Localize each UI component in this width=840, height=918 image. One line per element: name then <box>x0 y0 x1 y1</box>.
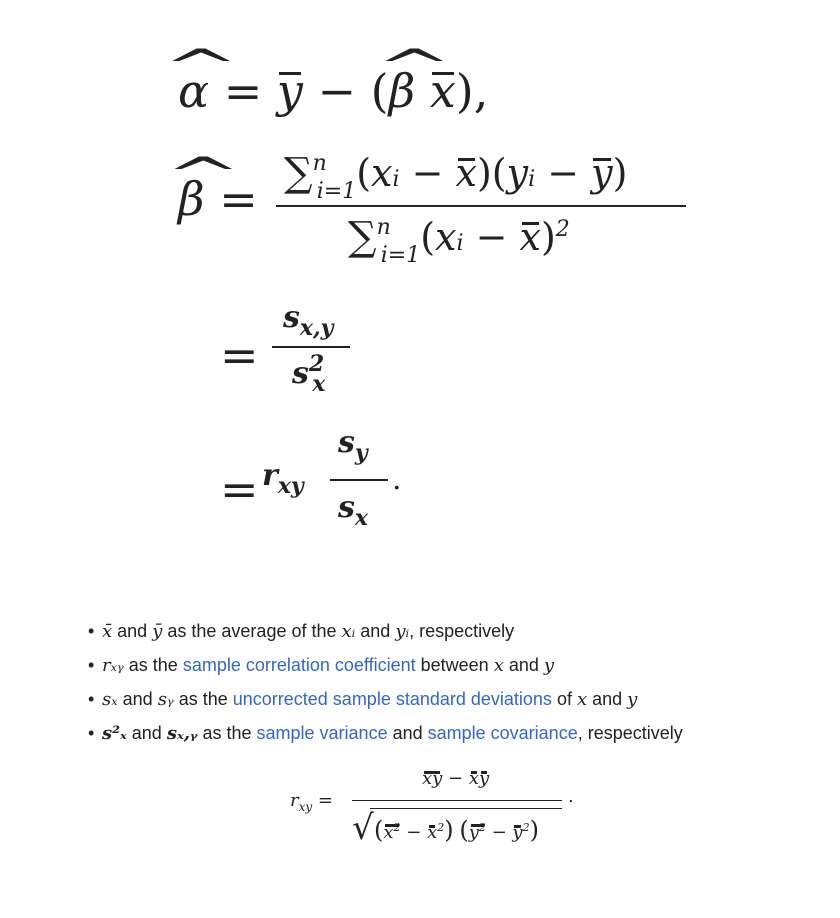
link-sample-correlation-coefficient[interactable]: sample correlation coefficient <box>182 655 416 675</box>
sx2-denominator: $s^2_x$ <box>292 351 326 397</box>
equals-1: = <box>220 328 259 382</box>
alpha-equation: ^ α = y − (^ β x), <box>178 64 488 118</box>
link-sample-variance[interactable]: sample variance <box>256 723 388 743</box>
link-sample-covariance[interactable]: sample covariance <box>427 723 578 743</box>
beta-fraction-bar <box>276 205 686 207</box>
beta-symbol: ^ β = <box>178 172 258 226</box>
period: . <box>392 462 402 497</box>
formula-period: . <box>568 786 574 807</box>
sy-sx-fraction-bar <box>330 479 388 481</box>
rxy-symbol: $r_{xy}$ <box>262 458 304 499</box>
sqrt-symbol: √ <box>352 808 374 848</box>
beta-numerator: ∑$^n_{i=1}$(xi − x)(yi − y) <box>284 150 628 204</box>
definitions-list <box>88 614 683 750</box>
sy-numerator: $s_y$ <box>338 425 368 466</box>
formula-denominator: $(x^2 - x^2) (y^2 - y^2)$ <box>374 816 539 844</box>
rxy-label: $r_{xy}$ = <box>290 790 333 814</box>
list-item: • sₓ and sᵧ as the uncorrected sample standard deviations of x and y <box>88 682 683 716</box>
link-uncorrected-sample-standard-deviations[interactable]: uncorrected sample standard deviations <box>232 689 552 709</box>
sxy-numerator: $s_{x,y}$ <box>283 300 334 341</box>
sqrt-bar <box>370 808 562 809</box>
list-item: • rₓᵧ as the sample correlation coefficient between x and y <box>88 648 683 682</box>
list-item: • s²ₓ and sₓ,ᵧ as the sample variance and sample covariance, respectively <box>88 716 683 750</box>
sxy-fraction-bar <box>272 346 350 348</box>
equals-2: = <box>220 462 259 516</box>
formula-fraction-bar <box>352 800 562 801</box>
formula-numerator: xy − xy <box>422 768 490 789</box>
list-item: • x̄ and ȳ as the average of the xᵢ and yᵢ, respectively <box>88 614 683 648</box>
beta-denominator: ∑$^n_{i=1}$(xi − x)$^2$ <box>348 214 570 268</box>
sx-denominator: $s_x$ <box>338 490 369 531</box>
